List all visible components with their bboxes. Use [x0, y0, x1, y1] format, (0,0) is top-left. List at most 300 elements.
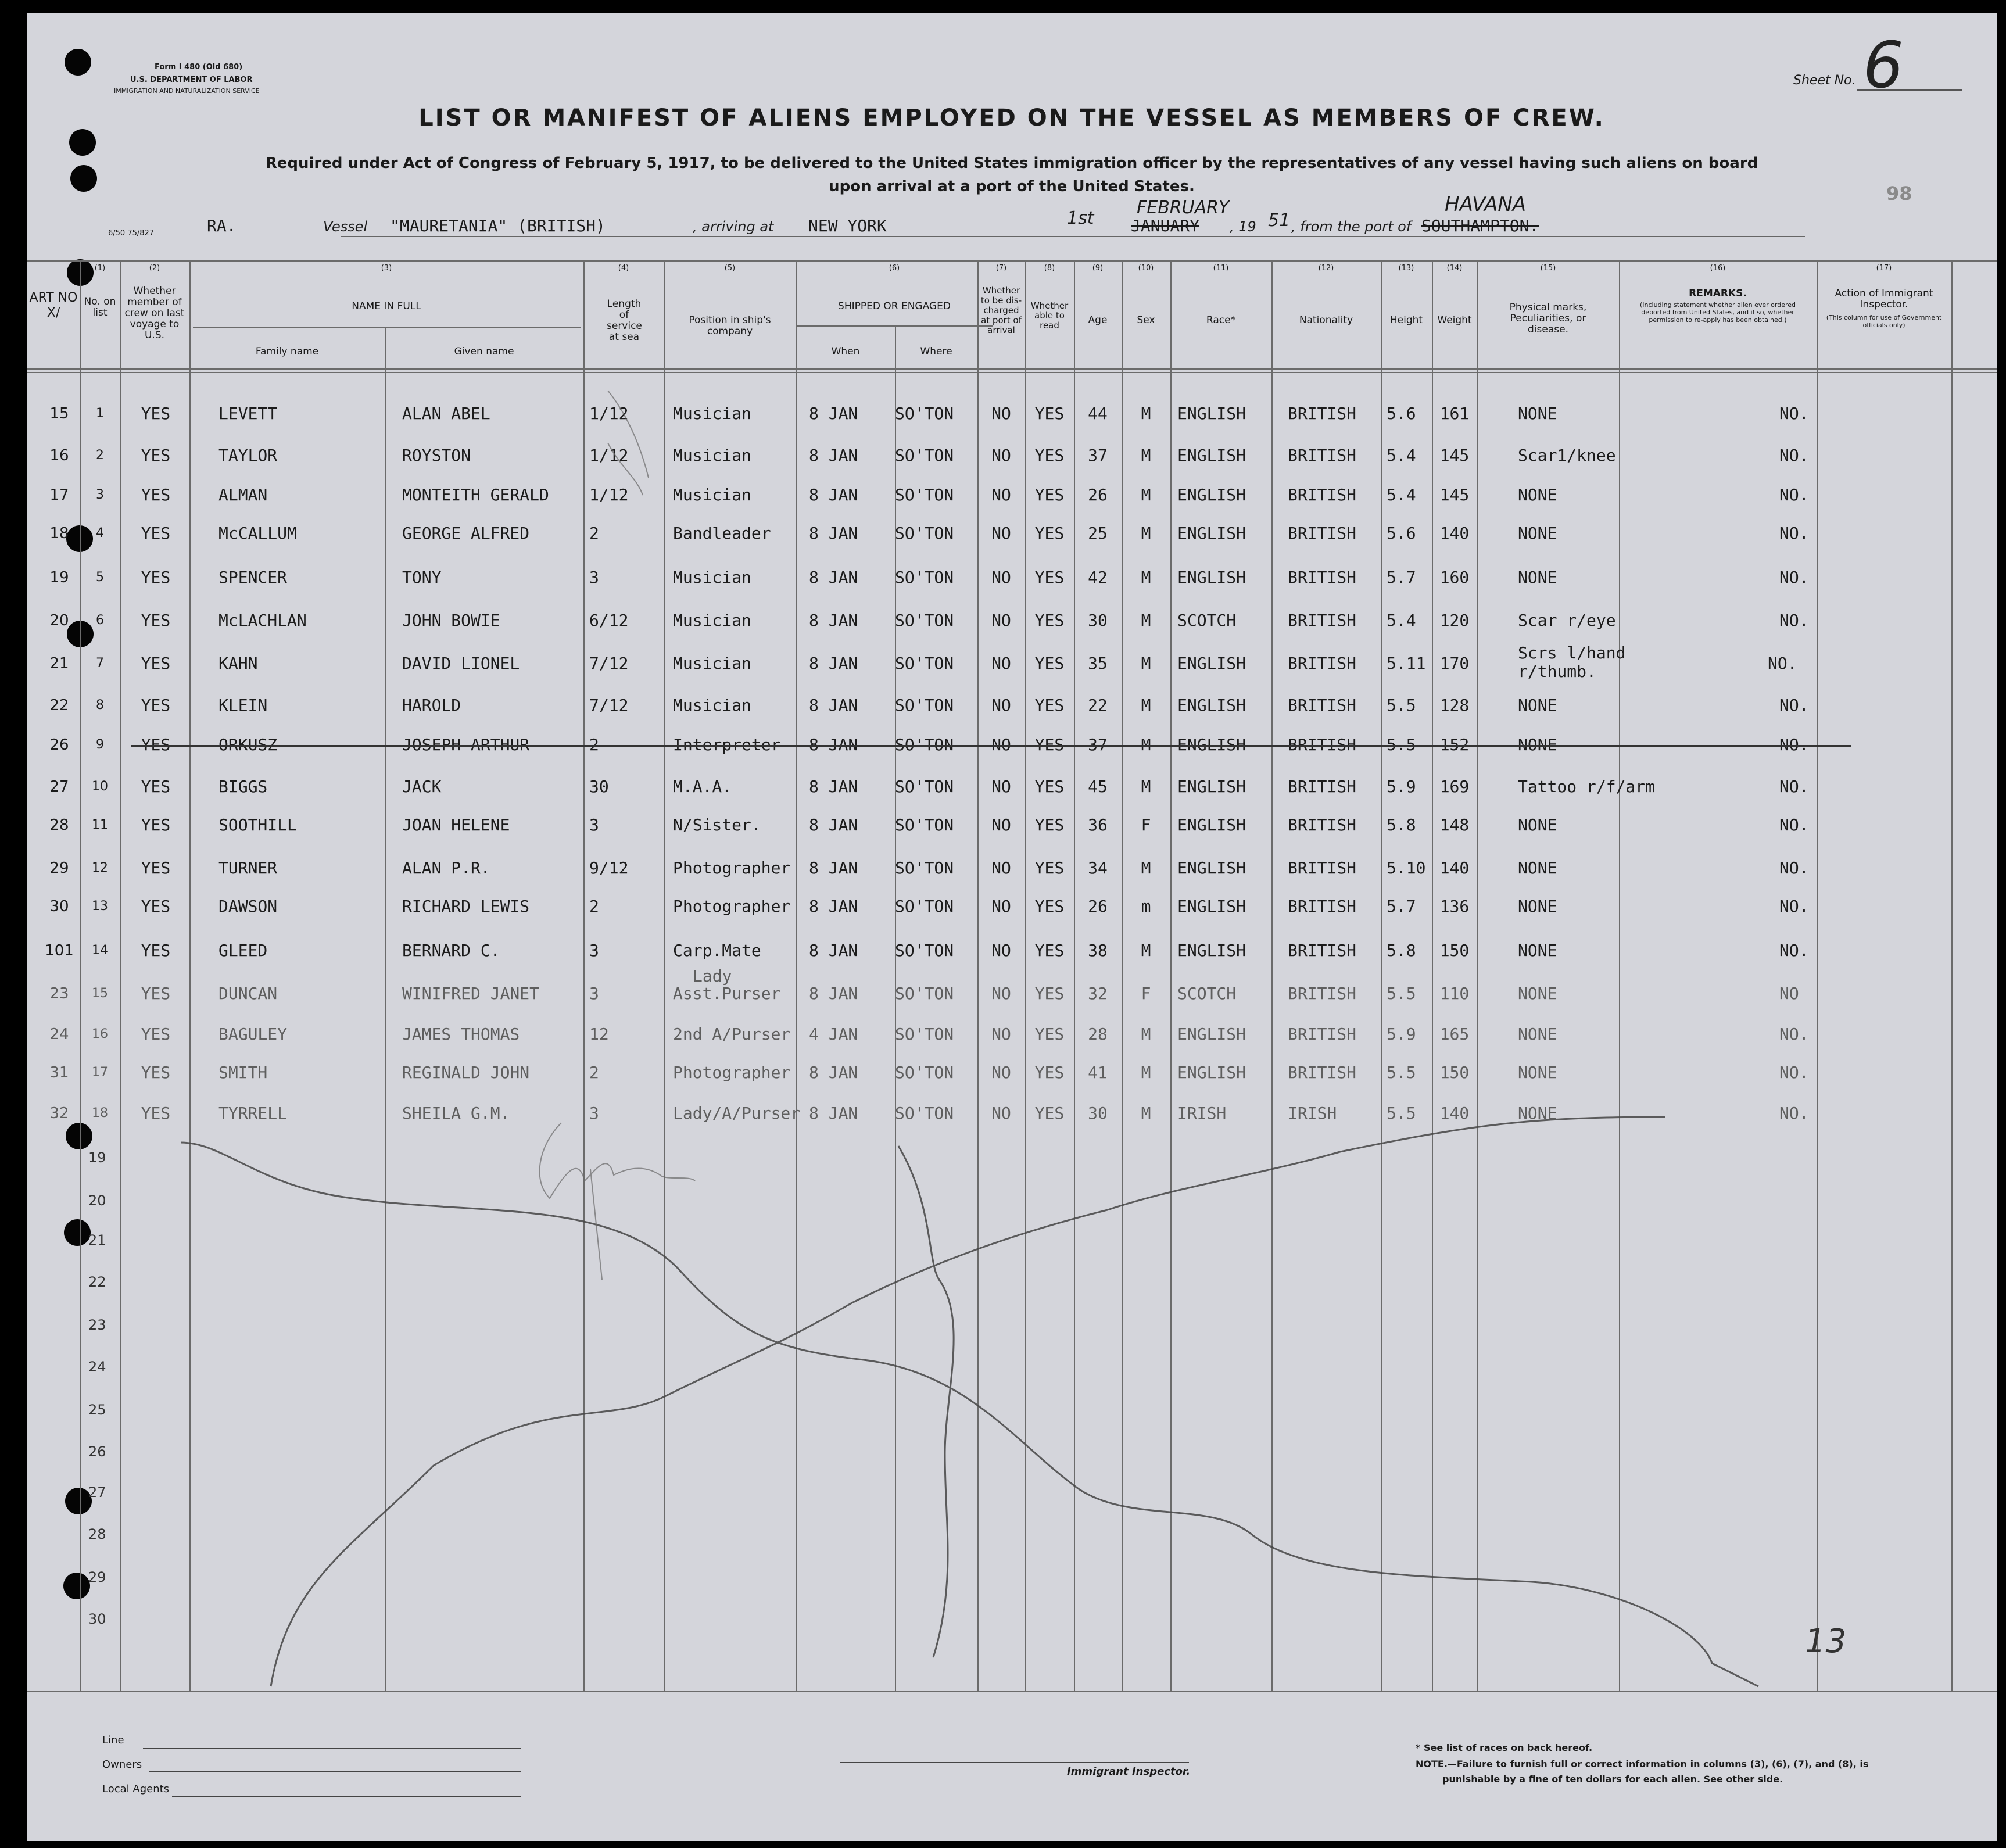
nationality-cell: BRITISH	[1288, 858, 1357, 878]
header-num: (10)	[1138, 264, 1154, 273]
art-no-cell: 30	[49, 898, 69, 915]
remarks-cell: NO.	[1779, 1104, 1809, 1123]
discharged-cell: NO	[991, 735, 1011, 754]
height-cell: 5.9	[1387, 777, 1416, 796]
handwritten-count: 13	[1805, 1623, 1847, 1660]
shipped-when-cell: 8 JAN	[809, 611, 858, 630]
sex-cell: M	[1141, 777, 1151, 796]
weight-cell: 148	[1439, 815, 1470, 835]
family-name-cell: DAWSON	[218, 897, 278, 916]
sex-cell: m	[1141, 897, 1151, 916]
list-no-cell: 9	[96, 737, 104, 752]
shipped-when-cell: 8 JAN	[809, 897, 858, 916]
crew-last-voyage-cell: YES	[141, 815, 171, 835]
shipped-where-cell: SO'TON	[895, 524, 954, 543]
shipped-when-cell: 8 JAN	[809, 524, 858, 543]
shipped-where-cell: SO'TON	[895, 611, 954, 630]
height-cell: 5.10	[1387, 858, 1426, 878]
from-port-typed: SOUTHAMPTON.	[1421, 216, 1539, 235]
art-no-cell: 15	[49, 405, 69, 422]
remarks-cell: NO.	[1779, 1063, 1809, 1082]
inspector-label: Immigrant Inspector.	[1067, 1765, 1191, 1778]
race-cell: ENGLISH	[1177, 568, 1246, 587]
shipped-when-cell: 8 JAN	[809, 858, 858, 878]
crew-last-voyage-cell: YES	[141, 485, 171, 504]
age-cell: 26	[1088, 485, 1108, 504]
family-name-cell: SPENCER	[218, 568, 288, 587]
art-no-cell: 22	[49, 697, 69, 714]
discharged-cell: NO	[991, 611, 1011, 630]
family-name-cell: TYRRELL	[218, 1104, 288, 1123]
able-read-cell: YES	[1034, 568, 1065, 587]
weight-cell: 120	[1439, 611, 1470, 630]
header-num: (5)	[724, 264, 736, 273]
crew-last-voyage-cell: YES	[141, 654, 171, 673]
sex-cell: M	[1141, 1104, 1151, 1123]
sex-cell: M	[1141, 611, 1151, 630]
service-length-cell: 3	[589, 941, 599, 960]
crew-last-voyage-cell: YES	[141, 524, 171, 543]
arrival-day: 1st	[1067, 208, 1094, 228]
shipped-where-cell: SO'TON	[895, 777, 954, 796]
weight-cell: 128	[1439, 696, 1470, 715]
shipped-when-cell: 8 JAN	[809, 696, 858, 715]
nationality-cell: BRITISH	[1288, 984, 1357, 1003]
remarks-cell: NO.	[1779, 696, 1809, 715]
page-stamp: 98	[1886, 182, 1912, 205]
shipped-where-cell: SO'TON	[895, 897, 954, 916]
position-cell: Asst.Purser	[673, 984, 781, 1003]
height-cell: 5.4	[1387, 611, 1416, 630]
nationality-cell: BRITISH	[1288, 568, 1357, 587]
nationality-cell: BRITISH	[1288, 696, 1357, 715]
vessel-label: Vessel	[323, 219, 368, 235]
discharged-cell: NO	[991, 941, 1011, 960]
header-num: (16)	[1710, 264, 1726, 273]
sex-cell: M	[1141, 1063, 1151, 1082]
race-cell: SCOTCH	[1177, 984, 1237, 1003]
position-cell: M.A.A.	[673, 777, 732, 796]
given-name-cell: ALAN P.R.	[402, 858, 490, 878]
given-name-cell: ROYSTON	[402, 446, 471, 465]
service-length-cell: 2	[589, 1063, 599, 1082]
shipped-when-cell: 8 JAN	[809, 404, 858, 423]
footer-owners-label: Owners	[102, 1759, 142, 1771]
header-physical-marks: Physical marks, Peculiarities, or disease.	[1509, 302, 1587, 335]
weight-cell: 145	[1439, 485, 1470, 504]
remarks-cell: NO.	[1779, 897, 1809, 916]
age-cell: 34	[1088, 858, 1108, 878]
empty-row-number: 29	[88, 1569, 106, 1585]
weight-cell: 161	[1439, 404, 1470, 423]
race-cell: ENGLISH	[1177, 696, 1246, 715]
family-name-cell: DUNCAN	[218, 984, 278, 1003]
race-cell: IRISH	[1177, 1104, 1227, 1123]
able-read-cell: YES	[1034, 485, 1065, 504]
position-cell: Musician	[673, 485, 751, 504]
physical-marks-cell: Scar r/eye	[1518, 611, 1616, 630]
remarks-cell: NO.	[1779, 568, 1809, 587]
race-cell: ENGLISH	[1177, 815, 1246, 835]
position-cell: Photographer	[673, 897, 791, 916]
discharged-cell: NO	[991, 1025, 1011, 1044]
service-length-cell: 7/12	[589, 654, 629, 673]
header-num: (4)	[618, 264, 629, 273]
ra-mark: RA.	[207, 216, 237, 235]
age-cell: 25	[1088, 524, 1108, 543]
crew-last-voyage-cell: YES	[141, 777, 171, 796]
race-cell: ENGLISH	[1177, 897, 1246, 916]
able-read-cell: YES	[1034, 654, 1065, 673]
header-inspector-action: Action of Immigrant Inspector.	[1835, 288, 1933, 310]
able-read-cell: YES	[1034, 611, 1065, 630]
position-cell: 2nd A/Purser	[673, 1025, 791, 1044]
physical-marks-cell-line2: r/thumb.	[1518, 662, 1596, 681]
given-name-cell: JOSEPH ARTHUR	[402, 735, 530, 754]
footer-owners-rule	[149, 1771, 521, 1772]
empty-row-number: 21	[88, 1232, 106, 1248]
crew-last-voyage-cell: YES	[141, 404, 171, 423]
position-cell: Photographer	[673, 858, 791, 878]
discharged-cell: NO	[991, 897, 1011, 916]
sex-cell: M	[1141, 446, 1151, 465]
family-name-cell: TURNER	[218, 858, 278, 878]
header-num: (15)	[1540, 264, 1556, 273]
race-cell: ENGLISH	[1177, 941, 1246, 960]
physical-marks-cell: NONE	[1518, 941, 1557, 960]
list-no-cell: 13	[92, 899, 108, 914]
service-length-cell: 2	[589, 524, 599, 543]
given-name-cell: GEORGE ALFRED	[402, 524, 530, 543]
shipped-when-cell: 8 JAN	[809, 735, 858, 754]
empty-row-number: 19	[88, 1149, 106, 1166]
service-length-cell: 30	[589, 777, 609, 796]
shipped-where-cell: SO'TON	[895, 858, 954, 878]
position-cell: Carp.Mate	[673, 941, 761, 960]
height-cell: 5.4	[1387, 485, 1416, 504]
family-name-cell: KLEIN	[218, 696, 268, 715]
sheet-label: Sheet No.	[1793, 73, 1856, 88]
footer-agents-label: Local Agents	[102, 1783, 170, 1795]
list-no-cell: 12	[92, 861, 108, 875]
header-num: (6)	[889, 264, 900, 273]
able-read-cell: YES	[1034, 984, 1065, 1003]
header-num: (17)	[1876, 264, 1892, 273]
header-remarks-detail: (Including statement whether alien ever ordered deported from United States, and if so, whether permission to re-apply has been obtained.)	[1639, 301, 1796, 324]
sex-cell: M	[1141, 568, 1151, 587]
remarks-cell: NO.	[1779, 858, 1809, 878]
empty-row-number: 24	[88, 1359, 106, 1375]
age-cell: 45	[1088, 777, 1108, 796]
discharged-cell: NO	[991, 654, 1011, 673]
shipped-where-cell: SO'TON	[895, 735, 954, 754]
age-cell: 44	[1088, 404, 1108, 423]
able-read-cell: YES	[1034, 1104, 1065, 1123]
height-cell: 5.5	[1387, 735, 1416, 754]
height-cell: 5.5	[1387, 696, 1416, 715]
stamp-code: 6/50 75/827	[108, 229, 155, 238]
service-length-cell: 1/12	[589, 446, 629, 465]
header-position: Position in ship's company	[689, 314, 771, 337]
height-cell: 5.5	[1387, 1063, 1416, 1082]
list-no-cell: 16	[92, 1027, 108, 1041]
sex-cell: M	[1141, 858, 1151, 878]
shipped-where-cell: SO'TON	[895, 446, 954, 465]
art-no-cell: 28	[49, 816, 69, 834]
given-name-cell: ALAN ABEL	[402, 404, 490, 423]
header-when: When	[831, 346, 860, 357]
weight-cell: 140	[1439, 1104, 1470, 1123]
family-name-cell: KAHN	[218, 654, 258, 673]
service-name: IMMIGRATION AND NATURALIZATION SERVICE	[114, 87, 260, 95]
list-no-cell: 17	[92, 1065, 108, 1080]
header-num: (7)	[995, 264, 1007, 273]
physical-marks-cell: NONE	[1518, 858, 1557, 878]
given-name-cell: TONY	[402, 568, 442, 587]
physical-marks-cell: NONE	[1518, 735, 1557, 754]
race-cell: ENGLISH	[1177, 735, 1246, 754]
position-cell: Musician	[673, 404, 751, 423]
header-art-no: ART NO X/	[29, 291, 78, 320]
family-name-cell: TAYLOR	[218, 446, 278, 465]
nationality-cell: BRITISH	[1288, 897, 1357, 916]
able-read-cell: YES	[1034, 404, 1065, 423]
shipped-when-cell: 8 JAN	[809, 568, 858, 587]
shipped-where-cell: SO'TON	[895, 485, 954, 504]
nationality-cell: BRITISH	[1288, 735, 1357, 754]
weight-cell: 140	[1439, 524, 1470, 543]
manifest-sheet	[27, 13, 1997, 1841]
header-discharged: Whether to be dis-charged at port of arrival	[980, 285, 1022, 335]
weight-cell: 169	[1439, 777, 1470, 796]
header-race: Race*	[1206, 314, 1236, 326]
family-name-cell: BAGULEY	[218, 1025, 288, 1044]
art-no-cell: 23	[49, 985, 69, 1002]
list-no-cell: 11	[92, 818, 108, 832]
remarks-cell: NO.	[1779, 446, 1809, 465]
position-cell: Musician	[673, 568, 751, 587]
arrival-month-typed: JANUARY	[1131, 216, 1200, 235]
height-cell: 5.7	[1387, 897, 1416, 916]
arriving-label: , arriving at	[693, 219, 774, 235]
sex-cell: M	[1141, 696, 1151, 715]
header-weight: Weight	[1437, 314, 1472, 326]
shipped-when-cell: 8 JAN	[809, 654, 858, 673]
height-cell: 5.5	[1387, 984, 1416, 1003]
weight-cell: 150	[1439, 1063, 1470, 1082]
list-no-cell: 6	[96, 613, 104, 628]
art-no-cell: 16	[49, 447, 69, 464]
discharged-cell: NO	[991, 777, 1011, 796]
header-remarks: REMARKS.	[1689, 288, 1747, 299]
service-length-cell: 2	[589, 897, 599, 916]
position-cell: Musician	[673, 696, 751, 715]
position-cell: Musician	[673, 654, 751, 673]
service-length-cell: 3	[589, 1104, 599, 1123]
nationality-cell: BRITISH	[1288, 815, 1357, 835]
physical-marks-cell: NONE	[1518, 897, 1557, 916]
year-suffix: 51	[1268, 210, 1291, 231]
race-cell: ENGLISH	[1177, 654, 1246, 673]
remarks-cell: NO.	[1779, 735, 1809, 754]
header-num: (12)	[1318, 264, 1334, 273]
service-length-cell: 3	[589, 984, 599, 1003]
race-cell: ENGLISH	[1177, 858, 1246, 878]
header-name-in-full: NAME IN FULL	[352, 300, 421, 312]
discharged-cell: NO	[991, 524, 1011, 543]
sex-cell: M	[1141, 524, 1151, 543]
remarks-cell: NO	[1779, 984, 1799, 1003]
list-no-cell: 7	[96, 656, 104, 671]
weight-cell: 160	[1439, 568, 1470, 587]
remarks-cell: NO.	[1779, 777, 1809, 796]
family-name-cell: GLEED	[218, 941, 268, 960]
shipped-where-cell: SO'TON	[895, 696, 954, 715]
race-cell: ENGLISH	[1177, 1025, 1246, 1044]
header-num: (2)	[149, 264, 160, 273]
given-name-cell: RICHARD LEWIS	[402, 897, 530, 916]
empty-row-number: 26	[88, 1444, 106, 1460]
discharged-cell: NO	[991, 858, 1011, 878]
given-name-cell: WINIFRED JANET	[402, 984, 540, 1003]
nationality-cell: BRITISH	[1288, 404, 1357, 423]
art-no-cell: 29	[49, 859, 69, 877]
discharged-cell: NO	[991, 568, 1011, 587]
height-cell: 5.6	[1387, 524, 1416, 543]
empty-row-number: 20	[88, 1192, 106, 1209]
family-name-cell: SMITH	[218, 1063, 268, 1082]
empty-row-number: 23	[88, 1317, 106, 1333]
shipped-where-cell: SO'TON	[895, 654, 954, 673]
age-cell: 38	[1088, 941, 1108, 960]
art-no-cell: 19	[49, 569, 69, 586]
inspector-signature-rule	[840, 1762, 1189, 1763]
remarks-cell: NO.	[1779, 1025, 1809, 1044]
pencil-scribble	[27, 13, 1997, 1841]
height-cell: 5.5	[1387, 1104, 1416, 1123]
discharged-cell: NO	[991, 1063, 1011, 1082]
given-name-cell: JOAN HELENE	[402, 815, 510, 835]
shipped-when-cell: 8 JAN	[809, 485, 858, 504]
shipped-where-cell: SO'TON	[895, 1063, 954, 1082]
sex-cell: M	[1141, 1025, 1151, 1044]
crew-last-voyage-cell: YES	[141, 897, 171, 916]
age-cell: 30	[1088, 611, 1108, 630]
list-no-cell: 8	[96, 698, 104, 712]
crew-last-voyage-cell: YES	[141, 611, 171, 630]
position-cell: Musician	[673, 446, 751, 465]
family-name-cell: ALMAN	[218, 485, 268, 504]
nationality-cell: BRITISH	[1288, 446, 1357, 465]
arriving-port: NEW YORK	[808, 216, 887, 235]
crew-last-voyage-cell: YES	[141, 858, 171, 878]
able-read-cell: YES	[1034, 941, 1065, 960]
height-cell: 5.7	[1387, 568, 1416, 587]
footer-note-fine-cont: punishable by a fine of ten dollars for each alien. See other side.	[1442, 1774, 1783, 1785]
race-cell: ENGLISH	[1177, 404, 1246, 423]
header-age: Age	[1088, 314, 1108, 326]
age-cell: 22	[1088, 696, 1108, 715]
from-label: , from the port of	[1291, 219, 1412, 235]
shipped-when-cell: 8 JAN	[809, 1063, 858, 1082]
nationality-cell: BRITISH	[1288, 941, 1357, 960]
able-read-cell: YES	[1034, 524, 1065, 543]
discharged-cell: NO	[991, 446, 1011, 465]
race-cell: ENGLISH	[1177, 524, 1246, 543]
crew-last-voyage-cell: YES	[141, 1063, 171, 1082]
empty-row-number: 22	[88, 1274, 106, 1290]
art-no-cell: 17	[49, 486, 69, 504]
given-name-cell: BERNARD C.	[402, 941, 500, 960]
weight-cell: 145	[1439, 446, 1470, 465]
year-prefix: , 19	[1230, 219, 1256, 235]
shipped-when-cell: 8 JAN	[809, 941, 858, 960]
department: U.S. DEPARTMENT OF LABOR	[130, 76, 253, 84]
family-name-cell: McCALLUM	[218, 524, 297, 543]
header-able-read: Whether able to read	[1030, 300, 1069, 331]
nationality-cell: BRITISH	[1288, 777, 1357, 796]
header-num: (3)	[381, 264, 392, 273]
sheet-number: 6	[1863, 28, 1904, 102]
able-read-cell: YES	[1034, 1063, 1065, 1082]
remarks-cell: NO.	[1779, 815, 1809, 835]
age-cell: 41	[1088, 1063, 1108, 1082]
header-where: Where	[920, 346, 952, 357]
shipped-where-cell: SO'TON	[895, 404, 954, 423]
service-length-cell: 6/12	[589, 611, 629, 630]
physical-marks-cell: Scrs l/hand	[1518, 643, 1626, 662]
race-cell: ENGLISH	[1177, 777, 1246, 796]
remarks-cell: NO.	[1779, 404, 1809, 423]
service-length-cell: 2	[589, 735, 599, 754]
service-length-cell: 7/12	[589, 696, 629, 715]
sex-cell: F	[1141, 984, 1151, 1003]
age-cell: 42	[1088, 568, 1108, 587]
race-cell: SCOTCH	[1177, 611, 1237, 630]
given-name-cell: MONTEITH GERALD	[402, 485, 549, 504]
sex-cell: M	[1141, 735, 1151, 754]
race-cell: ENGLISH	[1177, 485, 1246, 504]
able-read-cell: YES	[1034, 815, 1065, 835]
remarks-cell: NO.	[1779, 524, 1809, 543]
empty-row-number: 27	[88, 1484, 106, 1500]
service-length-cell: 1/12	[589, 404, 629, 423]
list-no-cell: 2	[96, 448, 104, 463]
crew-last-voyage-cell: YES	[141, 1104, 171, 1123]
able-read-cell: YES	[1034, 858, 1065, 878]
service-length-cell: 3	[589, 568, 599, 587]
list-no-cell: 10	[92, 779, 108, 794]
weight-cell: 150	[1439, 941, 1470, 960]
art-no-cell: 24	[49, 1026, 69, 1043]
remarks-cell: NO.	[1779, 485, 1809, 504]
crew-last-voyage-cell: YES	[141, 1025, 171, 1044]
shipped-when-cell: 8 JAN	[809, 1104, 858, 1123]
given-name-cell: HAROLD	[402, 696, 461, 715]
sex-cell: M	[1141, 404, 1151, 423]
header-height: Height	[1389, 314, 1423, 326]
header-shipped: SHIPPED OR ENGAGED	[838, 300, 951, 312]
arrival-month-handwritten: FEBRUARY	[1137, 198, 1230, 218]
physical-marks-cell: NONE	[1518, 1063, 1557, 1082]
crew-last-voyage-cell: YES	[141, 568, 171, 587]
age-cell: 36	[1088, 815, 1108, 835]
physical-marks-cell: NONE	[1518, 984, 1557, 1003]
discharged-cell: NO	[991, 696, 1011, 715]
discharged-cell: NO	[991, 404, 1011, 423]
age-cell: 37	[1088, 735, 1108, 754]
weight-cell: 170	[1439, 654, 1470, 673]
